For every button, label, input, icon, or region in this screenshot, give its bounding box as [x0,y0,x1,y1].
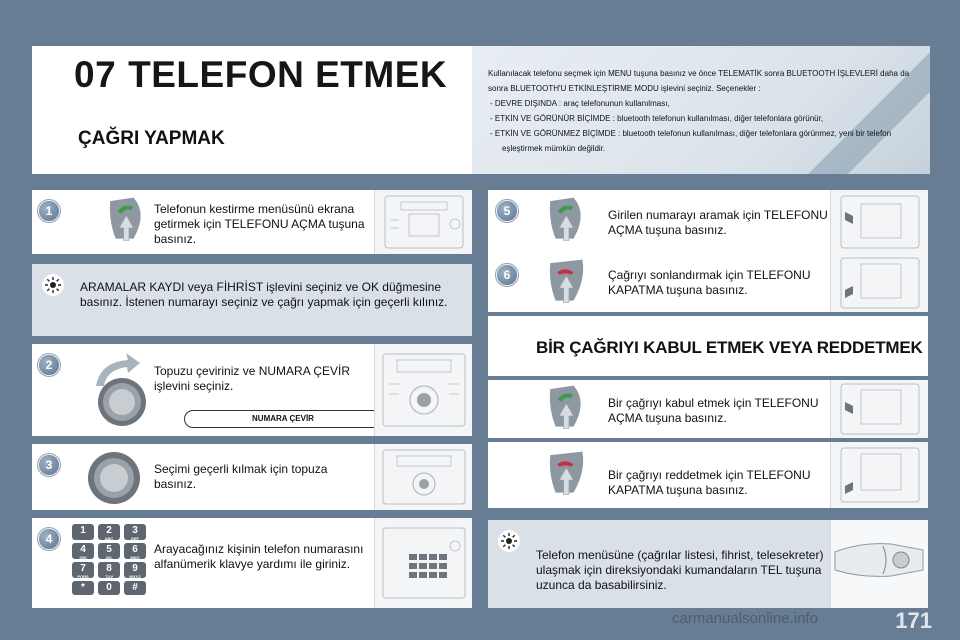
keypad-key: 2 ABC [98,524,120,540]
step-1-text: Telefonun kestirme menüsünü ekrana getirmek için TELEFONU AÇMA tuşuna basınız. [154,202,365,246]
knob-rotate-icon [82,352,162,432]
phone-hangup-button-icon [544,448,594,498]
intro-box [472,46,930,174]
step-6-card [488,254,928,312]
keypad-key: 5 JKL [98,543,120,559]
keypad-key: 1 [72,524,94,540]
step-1-card [32,190,472,254]
radio-panel-illustration [374,518,472,608]
step-3-text: Seçimi geçerli kılmak için topuza basınız. [154,462,328,491]
step-4-card [32,518,472,608]
keypad-key: 6 MNO [124,543,146,559]
accept-call-text: Bir çağrıyı kabul etmek için TELEFONU AÇMA tuşuna basınız. [608,396,819,425]
receive-section-title: BİR ÇAĞRIYI KABUL ETMEK VEYA REDDETMEK [536,338,923,357]
keypad-key: * [72,581,94,595]
tip-1-card [32,264,472,336]
chapter-title [74,54,447,96]
step-number-badge: 4 [38,528,60,550]
step-5-card [488,190,928,254]
keypad-key: 7 PQRS [72,562,94,578]
step-number-badge: 2 [38,354,60,376]
steering-control-illustration [830,520,928,608]
radio-panel-illustration [830,190,928,254]
chapter-title-text: TELEFON ETMEK [128,54,448,95]
chapter-header [32,46,472,174]
chapter-number: 07 [74,54,117,95]
tip-1-text: ARAMALAR KAYDI veya FİHRİST işlevini seçiniz ve OK düğmesine basınız. İstenen numarayı seçiniz ve çağrı yapmak için geçerli kılınız. [80,280,448,309]
step-5-text: Girilen numarayı aramak için TELEFONU AÇMA tuşuna basınız. [608,208,828,237]
step-2-card [32,344,472,436]
reject-call-card [488,442,928,508]
knob-press-icon [84,448,144,508]
step-number-badge: 1 [38,200,60,222]
step-number-badge: 3 [38,454,60,476]
phone-answer-button-icon [544,382,594,432]
step-2-text: Topuzu çeviriniz ve NUMARA ÇEVİR işlevini seçiniz. [154,364,351,393]
section-title: ÇAĞRI YAPMAK [78,128,225,149]
keypad-key: 4 GHI [72,543,94,559]
receive-section-header [488,316,928,376]
reject-call-text: Bir çağrıyı reddetmek için TELEFONU KAPATMA tuşuna basınız. [608,468,811,497]
keypad-key: 8 TUV [98,562,120,578]
radio-panel-illustration [374,190,472,254]
keypad-key: 0 [98,581,120,595]
alphanumeric-keypad [72,524,146,604]
step-3-card [32,444,472,510]
step-4-text: Arayacağınız kişinin telefon numarasını alfanümerik klavye yardımı ile giriniz. [154,542,364,571]
radio-panel-illustration [830,380,928,438]
tip-sun-icon [42,274,64,296]
phone-hangup-button-icon [544,256,594,306]
phone-answer-button-icon [544,194,594,244]
tip-sun-icon [498,530,520,552]
intro-paragraph: Kullanılacak telefonu seçmek için MENU tuşuna basınız ve önce TELEMATİK sonra BLUETOOTH İŞLEVLERİ daha da sonra BLUETOOTH'U ETKİNLEŞTİRME MODU işlevini seçiniz. Seçenekler : [488,69,910,93]
intro-options-list [488,96,912,156]
phone-answer-button-icon [104,194,154,244]
steering-tip-card [488,520,928,608]
keypad-key: 9 WXYZ [124,562,146,578]
step-6-text: Çağrıyı sonlandırmak için TELEFONU KAPATMA tuşuna basınız. [608,268,811,297]
steering-tip-text: Telefon menüsüne (çağrılar listesi, fihrist, telesekreter) ulaşmak için direksiyondaki kumandaların TEL tuşuna uzunca da basabilirsiniz. [536,548,824,592]
step-number-badge: 5 [496,200,518,222]
intro-option: - ETKİN VE GÖRÜNÜR BİÇİMDE : bluetooth telefonun kullanılması, diğer telefonlara görünür, [490,114,824,123]
watermark-text: carmanualsonline.info [672,610,818,627]
keypad-key: # [124,581,146,595]
step-number-badge: 6 [496,264,518,286]
dial-number-label: NUMARA ÇEVİR [184,410,382,428]
radio-panel-illustration [830,254,928,312]
intro-option: - DEVRE DIŞINDA : araç telefonunun kullanılması, [490,99,670,108]
accept-call-card [488,380,928,438]
keypad-key: 3 DEF [124,524,146,540]
radio-panel-illustration [374,444,472,510]
radio-panel-illustration [374,344,472,436]
radio-panel-illustration [830,442,928,508]
page-number: 171 [895,608,932,633]
intro-option: - ETKİN VE GÖRÜNMEZ BİÇİMDE : bluetooth telefonun kullanılması, diğer telefonlara görünmez, yeni bir telefon eşleştirmek mümkün değildir. [490,129,892,153]
